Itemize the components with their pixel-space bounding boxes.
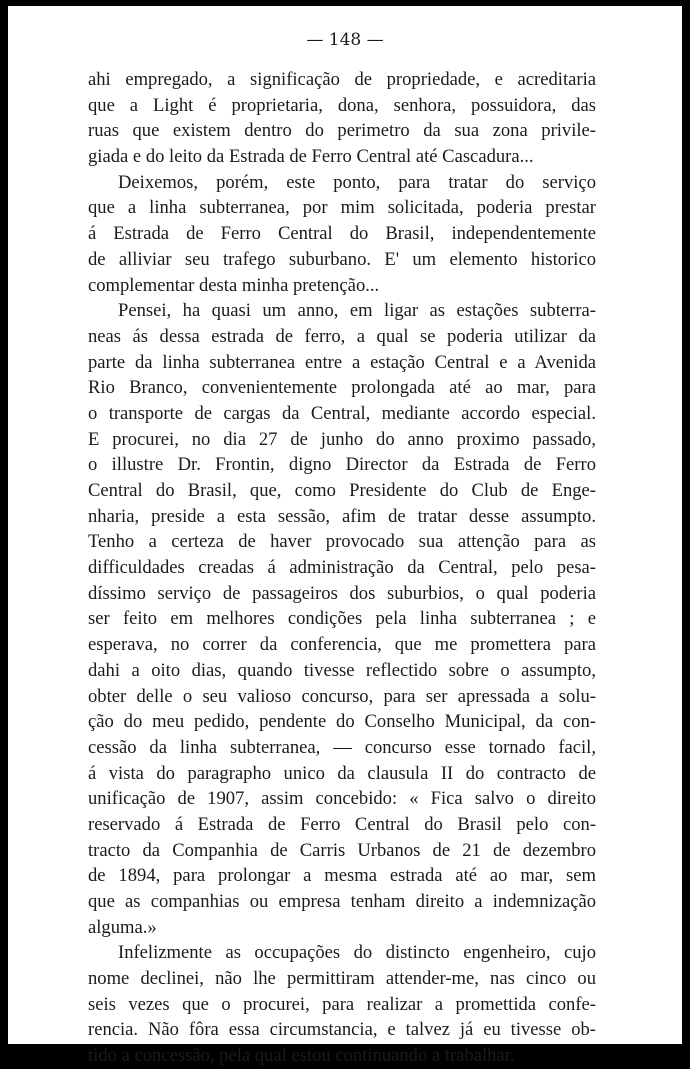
text-line: nharia, preside a esta sessão, afim de tratar desse assumpto.: [88, 505, 596, 527]
text-line: tido a concessão, pela qual estou continuando a trabalhar.: [88, 1045, 515, 1067]
text-line: alguma.»: [88, 916, 157, 938]
page-number: — 148 —: [306, 30, 384, 50]
text-line: parte da linha subterranea entre a estação Central e a Avenida: [88, 351, 596, 373]
text-line: de alliviar seu trafego suburbano. E' um elemento historico: [88, 248, 596, 270]
text-line: que a linha subterranea, por mim solicitada, poderia prestar: [88, 197, 596, 219]
text-line: Pensei, ha quasi um anno, em ligar as estações subterra-: [118, 300, 596, 322]
text-line: tracto da Companhia de Carris Urbanos de 21 de dezembro: [88, 839, 596, 861]
text-line: E procurei, no dia 27 de junho do anno proximo passado,: [88, 428, 596, 450]
text-line: o transporte de cargas da Central, mediante accordo especial.: [88, 402, 596, 424]
book-page: [8, 6, 682, 1067]
text-line: unificação de 1907, assim concebido: « Fica salvo o direito: [88, 788, 596, 810]
text-line: ser feito em melhores condições pela linha subterranea ; e: [88, 608, 596, 630]
text-line: nome declinei, não lhe permittiram attender-me, nas cinco ou: [88, 968, 596, 990]
text-line: neas ás dessa estrada de ferro, a qual se poderia utilizar da: [88, 325, 596, 347]
text-line: complementar desta minha pretenção...: [88, 274, 380, 296]
text-line: díssimo serviço de passageiros dos suburbios, o qual poderia: [88, 582, 596, 604]
text-line: ahi empregado, a significação de propriedade, e acreditaria: [88, 69, 596, 90]
text-line: rencia. Não fôra essa circumstancia, e talvez já eu tivesse ob-: [88, 1019, 596, 1041]
text-line: Deixemos, porém, este ponto, para tratar do serviço: [118, 171, 596, 193]
text-line: que as companhias ou empresa tenham direito a indemnização: [88, 891, 596, 912]
text-line: de 1894, para prolongar a mesma estrada até ao mar, sem: [88, 865, 596, 887]
text-line: Central do Brasil, que, como Presidente do Club de Enge-: [88, 480, 596, 501]
text-line: ção do meu pedido, pendente do Conselho Municipal, da con-: [88, 711, 596, 733]
text-line: seis vezes que o procurei, para realizar a promettida confe-: [88, 993, 596, 1015]
text-line: obter delle o seu valioso concurso, para ser apressada a solu-: [88, 685, 596, 707]
text-line: que a Light é proprietaria, dona, senhora, possuidora, das: [88, 94, 596, 116]
text-line: dahi a oito dias, quando tivesse reflectido sobre o assumpto,: [88, 659, 596, 681]
text-line: esperava, no correr da conferencia, que me promettera para: [88, 634, 596, 656]
text-line: Tenho a certeza de haver provocado sua attenção para as: [88, 531, 596, 553]
text-line: Infelizmente as occupações do distincto engenheiro, cujo: [118, 942, 596, 964]
body-text: [88, 67, 596, 1069]
text-line: o illustre Dr. Frontin, digno Director da Estrada de Ferro: [88, 454, 596, 476]
text-line: reservado á Estrada de Ferro Central do Brasil pelo con-: [88, 813, 596, 835]
paragraph: [88, 67, 596, 170]
text-line: ruas que existem dentro do perimetro da sua zona privile-: [88, 120, 596, 142]
text-line: á vista do paragrapho unico da clausula II do contracto de: [88, 762, 596, 784]
paragraph: [88, 170, 596, 298]
paragraph: [88, 298, 596, 940]
text-line: á Estrada de Ferro Central do Brasil, independentemente: [88, 223, 596, 245]
text-line: difficuldades creadas á administração da Central, pelo pesa-: [88, 557, 596, 579]
text-line: Rio Branco, convenientemente prolongada até ao mar, para: [88, 377, 596, 399]
text-line: giada e do leito da Estrada de Ferro Central até Cascadura...: [88, 146, 534, 168]
text-line: cessão da linha subterranea, — concurso esse tornado facil,: [88, 736, 596, 758]
